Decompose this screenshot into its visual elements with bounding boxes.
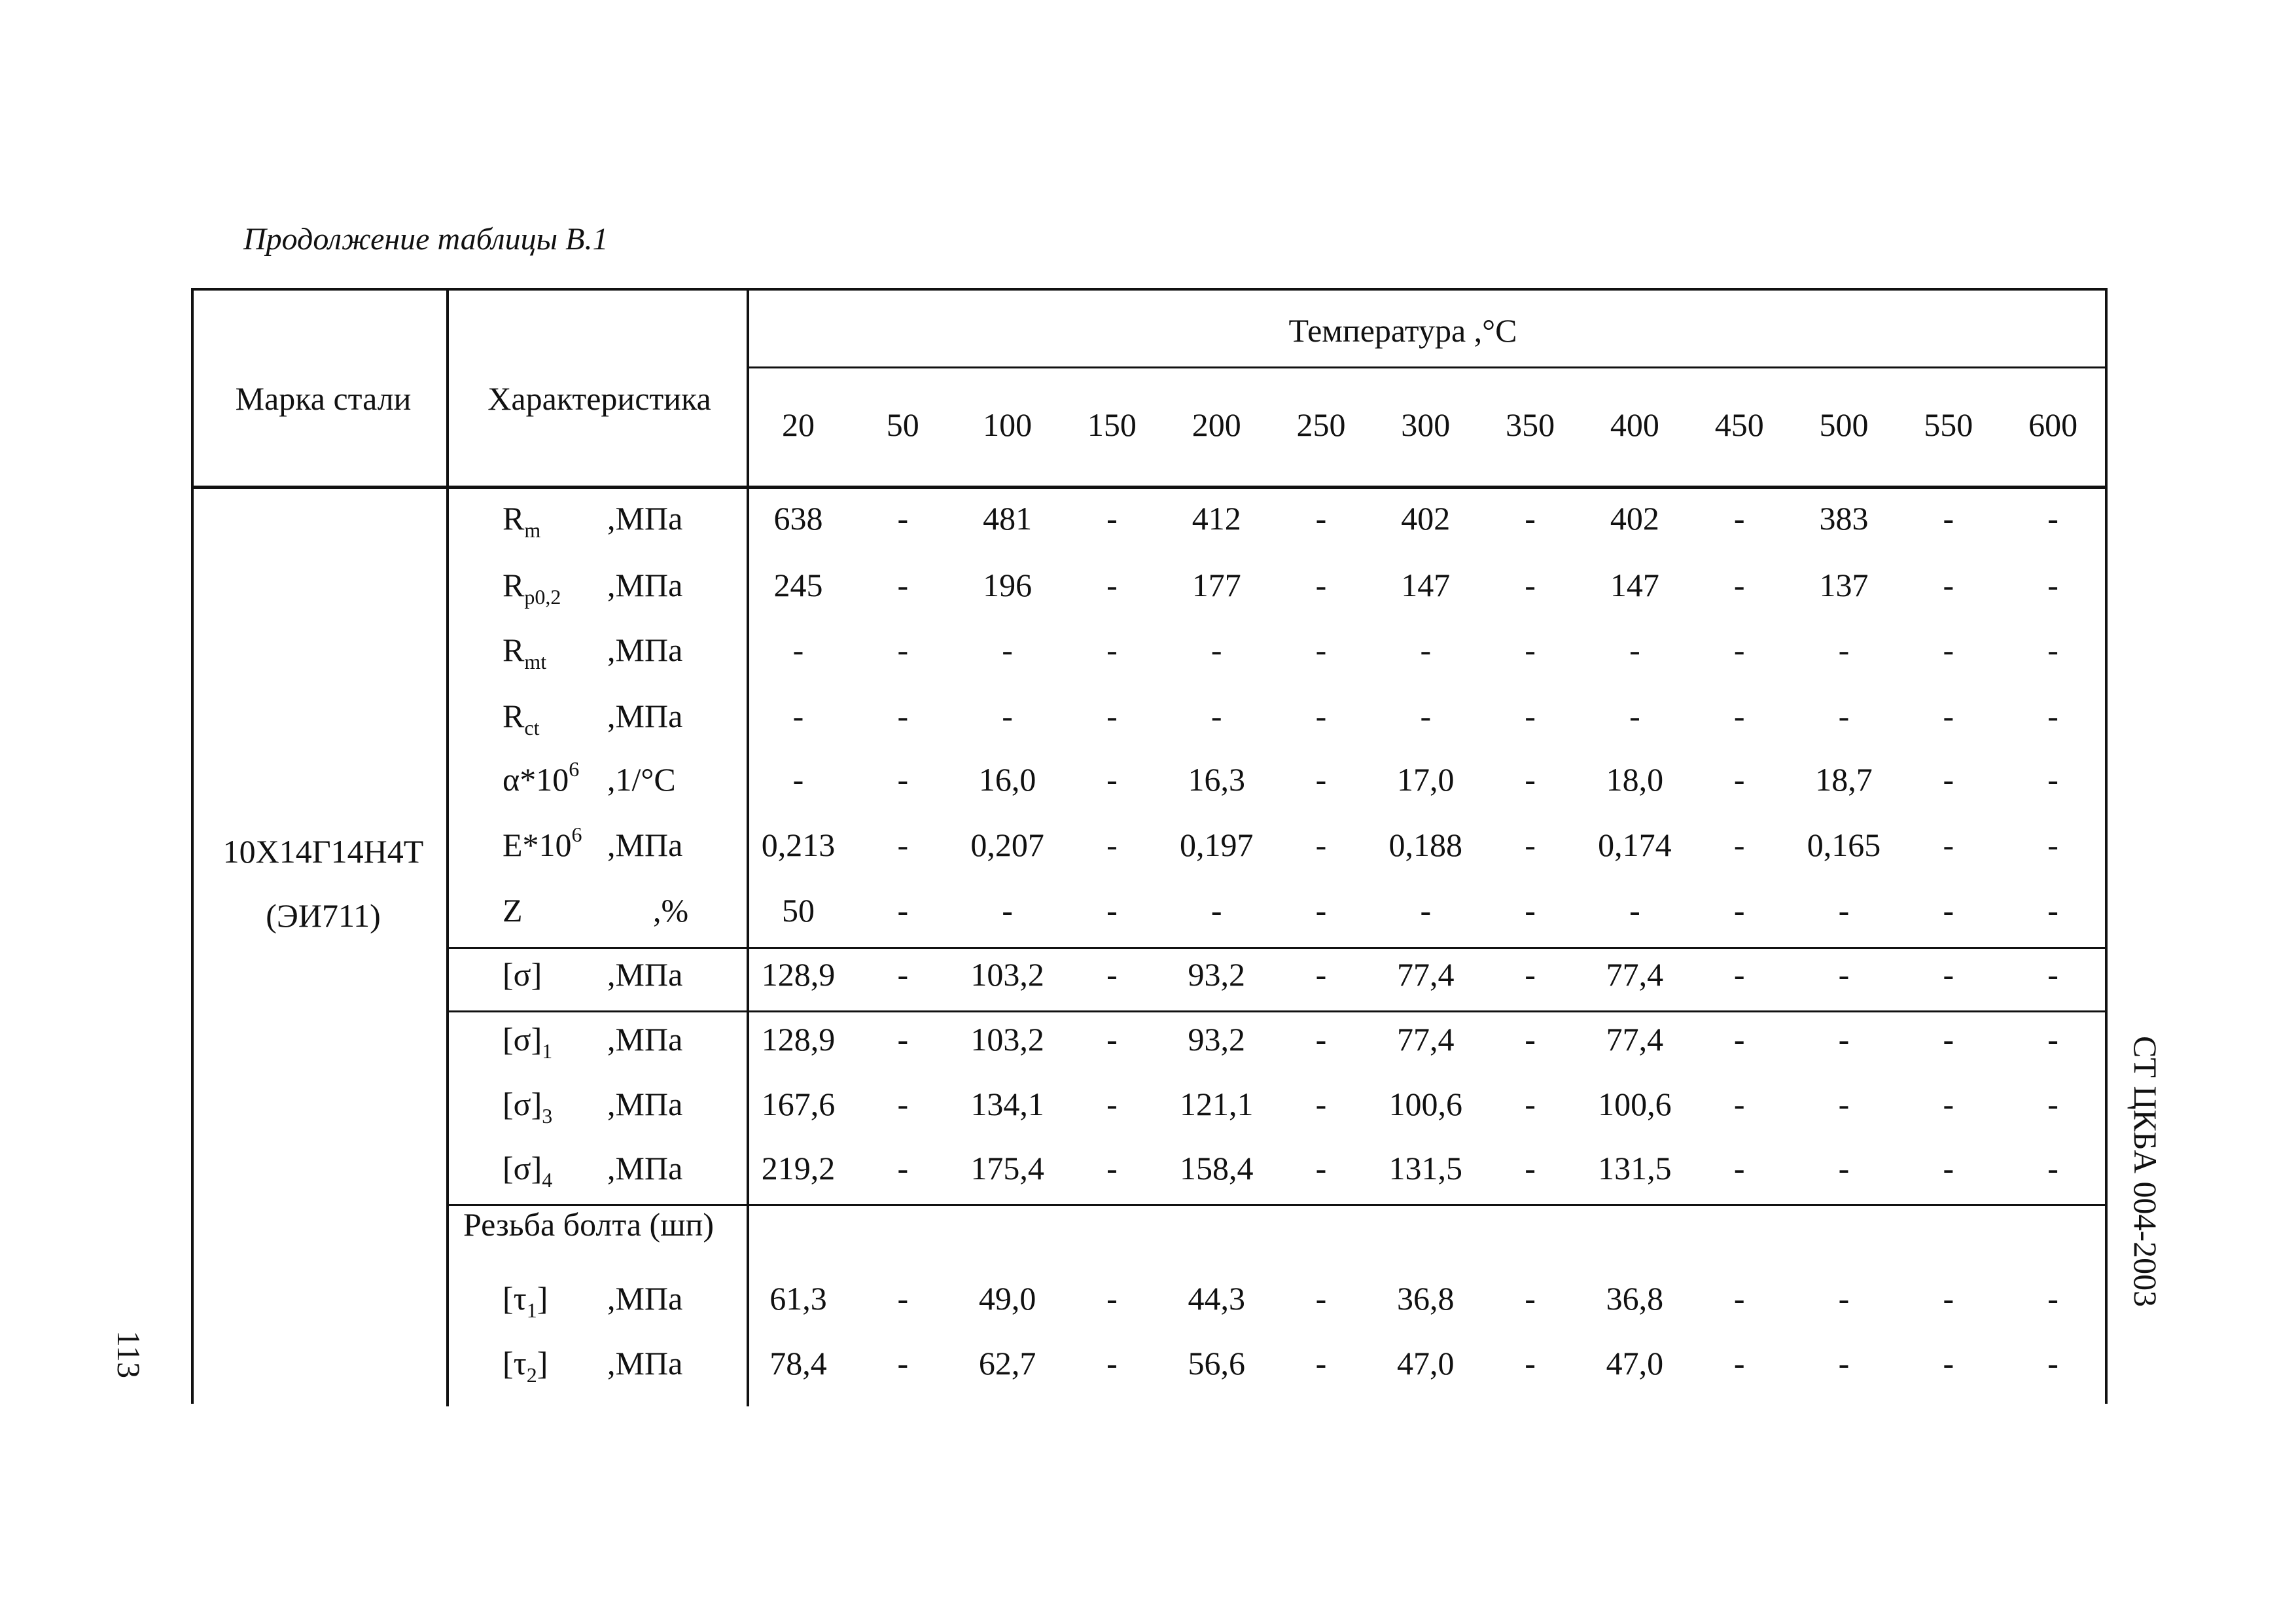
table-cell: - bbox=[1106, 1086, 1118, 1122]
table-cell: - bbox=[897, 827, 909, 863]
table-cell: - bbox=[1106, 1150, 1118, 1186]
table-cell: - bbox=[1420, 632, 1432, 668]
header-temperature: Температура ,°С bbox=[1288, 312, 1517, 349]
table-cell: 44,3 bbox=[1188, 1280, 1245, 1317]
table-cell: 158,4 bbox=[1179, 1150, 1254, 1186]
table-cell: 177 bbox=[1192, 567, 1241, 603]
table-cell: 18,7 bbox=[1815, 761, 1873, 798]
table-cell: - bbox=[1315, 698, 1327, 734]
symbol-subscript: 2 bbox=[526, 1363, 537, 1387]
property-symbol: $[\sigma]_3$ bbox=[503, 1086, 553, 1128]
temperature-header: 150 bbox=[1087, 406, 1137, 443]
temperature-header: 300 bbox=[1401, 406, 1451, 443]
table-cell: - bbox=[1106, 892, 1118, 929]
symbol-subscript: 3 bbox=[542, 1104, 553, 1128]
symbol-subscript: ct bbox=[524, 716, 540, 740]
table-cell: - bbox=[2047, 1280, 2058, 1317]
table-cell: 77,4 bbox=[1397, 956, 1455, 993]
document-stamp: СТ ЦКБА 004-2003 bbox=[2127, 1036, 2164, 1308]
property-symbol: $R_{mt}$ bbox=[503, 632, 547, 673]
header-property: Характеристика bbox=[487, 380, 711, 417]
property-unit: ,МПа bbox=[607, 1086, 683, 1122]
table-cell: 137 bbox=[1819, 567, 1869, 603]
table-cell: 77,4 bbox=[1606, 956, 1664, 993]
table-cell: - bbox=[2047, 500, 2058, 537]
table-cell: - bbox=[1733, 500, 1745, 537]
table-cell: - bbox=[1733, 698, 1745, 734]
table-cell: 93,2 bbox=[1188, 956, 1245, 993]
table-cell: - bbox=[1002, 892, 1013, 929]
table-cell: - bbox=[1838, 1021, 1850, 1058]
property-symbol: $[\tau_2]$ bbox=[503, 1345, 548, 1387]
property-symbol: $R_m$ bbox=[503, 500, 541, 542]
table-cell: 61,3 bbox=[769, 1280, 827, 1317]
table-cell: - bbox=[1838, 632, 1850, 668]
table-cell: - bbox=[2047, 827, 2058, 863]
property-unit: ,МПа bbox=[607, 698, 683, 734]
table-cell: - bbox=[1733, 1280, 1745, 1317]
header-grade: Марка стали bbox=[235, 380, 412, 417]
table-cell: - bbox=[1943, 761, 1954, 798]
table-cell: 93,2 bbox=[1188, 1021, 1245, 1058]
table-cell: - bbox=[1315, 1345, 1327, 1382]
table-cell: 103,2 bbox=[970, 1021, 1044, 1058]
table-cell: - bbox=[2047, 1086, 2058, 1122]
table-cell: - bbox=[1943, 1280, 1954, 1317]
temperature-header: 20 bbox=[782, 406, 815, 443]
table-cell: - bbox=[1629, 892, 1640, 929]
table-cell: - bbox=[1210, 892, 1222, 929]
temperature-header: 50 bbox=[886, 406, 919, 443]
row-rule-sigma bbox=[448, 947, 2108, 949]
table-cell: 16,0 bbox=[978, 761, 1036, 798]
property-symbol: $[\sigma]_1$ bbox=[503, 1021, 553, 1063]
table-cell: 36,8 bbox=[1397, 1280, 1455, 1317]
table-cell: - bbox=[1525, 567, 1536, 603]
property-unit: ,МПа bbox=[607, 1345, 683, 1382]
row-rule-allowable bbox=[448, 1010, 2108, 1012]
table-cell: 77,4 bbox=[1397, 1021, 1455, 1058]
table-cell: - bbox=[792, 698, 804, 734]
property-symbol: $[\sigma]_4$ bbox=[503, 1150, 553, 1192]
table-cell: 121,1 bbox=[1179, 1086, 1254, 1122]
table-cell: - bbox=[1106, 761, 1118, 798]
table-cell: - bbox=[1629, 698, 1640, 734]
symbol-subscript: mt bbox=[524, 650, 547, 673]
table-cell: 402 bbox=[1610, 500, 1659, 537]
table-cell: - bbox=[1733, 1021, 1745, 1058]
table-cell: - bbox=[2047, 632, 2058, 668]
table-cell: 18,0 bbox=[1606, 761, 1664, 798]
table-cell: 175,4 bbox=[970, 1150, 1044, 1186]
table-cell: - bbox=[1315, 1086, 1327, 1122]
table-cell: - bbox=[1315, 1021, 1327, 1058]
table-cell: 219,2 bbox=[761, 1150, 836, 1186]
table-cell: - bbox=[1943, 1150, 1954, 1186]
temperature-header: 450 bbox=[1714, 406, 1764, 443]
table-cell: 196 bbox=[983, 567, 1033, 603]
property-unit: ,МПа bbox=[607, 632, 683, 668]
table-cell: - bbox=[1838, 1280, 1850, 1317]
row-rule-bolt bbox=[448, 1204, 2108, 1206]
table-cell: - bbox=[1106, 827, 1118, 863]
table-cell: - bbox=[1733, 827, 1745, 863]
property-unit: ,МПа bbox=[607, 1150, 683, 1186]
symbol-subscript: 1 bbox=[542, 1039, 553, 1063]
table-cell: - bbox=[1525, 761, 1536, 798]
table-cell: - bbox=[2047, 1021, 2058, 1058]
table-cell: - bbox=[897, 500, 909, 537]
table-cell: - bbox=[1525, 1345, 1536, 1382]
property-unit: ,МПа bbox=[607, 956, 683, 993]
table-cell: - bbox=[1106, 956, 1118, 993]
table-cell: - bbox=[1525, 1021, 1536, 1058]
table-cell: - bbox=[1733, 1150, 1745, 1186]
steel-grade-alt: (ЭИ711) bbox=[266, 897, 381, 934]
table-cell: - bbox=[1838, 1086, 1850, 1122]
table-cell: - bbox=[1943, 1345, 1954, 1382]
table-cell: - bbox=[1525, 1086, 1536, 1122]
table-cell: - bbox=[1106, 698, 1118, 734]
table-cell: - bbox=[1525, 892, 1536, 929]
property-symbol: $\alpha*10^6$ bbox=[503, 757, 580, 798]
table-cell: - bbox=[2047, 1150, 2058, 1186]
table-cell: 128,9 bbox=[761, 956, 836, 993]
table-cell: - bbox=[897, 956, 909, 993]
table-cell: - bbox=[897, 698, 909, 734]
table-cell: - bbox=[1106, 1280, 1118, 1317]
table-cell: 0,213 bbox=[761, 827, 836, 863]
property-unit: ,% bbox=[653, 892, 689, 929]
table-cell: - bbox=[1838, 956, 1850, 993]
table-cell: - bbox=[1315, 1150, 1327, 1186]
table-cell: 77,4 bbox=[1606, 1021, 1664, 1058]
table-cell: 0,207 bbox=[970, 827, 1044, 863]
table-cell: - bbox=[1525, 500, 1536, 537]
table-cell: - bbox=[2047, 892, 2058, 929]
symbol-subscript: m bbox=[524, 518, 541, 542]
table-cell: - bbox=[1733, 892, 1745, 929]
temperature-header: 100 bbox=[983, 406, 1033, 443]
table-cell: - bbox=[1838, 1345, 1850, 1382]
table-cell: - bbox=[1106, 1021, 1118, 1058]
temperature-header: 550 bbox=[1924, 406, 1973, 443]
table-caption: Продолжение таблицы В.1 bbox=[243, 222, 609, 257]
table-cell: 402 bbox=[1401, 500, 1451, 537]
table-cell: - bbox=[2047, 567, 2058, 603]
temperature-header: 350 bbox=[1506, 406, 1555, 443]
property-unit: ,МПа bbox=[607, 567, 683, 603]
table-cell: 638 bbox=[773, 500, 823, 537]
table-cell: 78,4 bbox=[769, 1345, 827, 1382]
property-symbol: [σ] bbox=[503, 956, 542, 993]
table-cell: - bbox=[1210, 632, 1222, 668]
table-cell: - bbox=[1106, 500, 1118, 537]
col-divider-grade bbox=[446, 291, 449, 1406]
table-cell: 0,174 bbox=[1598, 827, 1672, 863]
table-cell: - bbox=[1838, 698, 1850, 734]
symbol-subscript: 4 bbox=[542, 1168, 553, 1192]
page-number: 113 bbox=[111, 1330, 147, 1379]
table-cell: - bbox=[1733, 1086, 1745, 1122]
property-unit: ,МПа bbox=[607, 1021, 683, 1058]
table-cell: - bbox=[897, 1280, 909, 1317]
table-cell: - bbox=[1943, 632, 1954, 668]
symbol-superscript: 6 bbox=[569, 757, 580, 781]
section-label: Резьба болта (шп) bbox=[463, 1206, 715, 1243]
table-cell: - bbox=[897, 632, 909, 668]
table-cell: - bbox=[2047, 698, 2058, 734]
table-cell: - bbox=[897, 1150, 909, 1186]
table-cell: 56,6 bbox=[1188, 1345, 1245, 1382]
table-cell: 47,0 bbox=[1397, 1345, 1455, 1382]
table-cell: 100,6 bbox=[1388, 1086, 1463, 1122]
table-cell: - bbox=[1733, 761, 1745, 798]
table-cell: - bbox=[1315, 956, 1327, 993]
table-cell: 131,5 bbox=[1598, 1150, 1672, 1186]
temperature-header: 250 bbox=[1296, 406, 1346, 443]
property-unit: ,МПа bbox=[607, 1280, 683, 1317]
symbol-subscript: p0,2 bbox=[524, 585, 561, 609]
table-cell: - bbox=[1943, 567, 1954, 603]
table-cell: - bbox=[1106, 1345, 1118, 1382]
table-cell: - bbox=[1733, 1345, 1745, 1382]
table-cell: 17,0 bbox=[1397, 761, 1455, 798]
table-cell: 50 bbox=[782, 892, 815, 929]
table-cell: - bbox=[1002, 698, 1013, 734]
table-cell: 0,188 bbox=[1388, 827, 1463, 863]
header-temp-divider bbox=[749, 366, 2108, 368]
table-cell: - bbox=[1733, 567, 1745, 603]
table-cell: - bbox=[1943, 1021, 1954, 1058]
table-cell: - bbox=[1420, 892, 1432, 929]
property-symbol: $[\tau_1]$ bbox=[503, 1280, 548, 1322]
temperature-header: 400 bbox=[1610, 406, 1659, 443]
table-cell: 47,0 bbox=[1606, 1345, 1664, 1382]
table-cell: - bbox=[2047, 956, 2058, 993]
table-cell: 481 bbox=[983, 500, 1033, 537]
table-cell: - bbox=[1525, 1150, 1536, 1186]
table-cell: - bbox=[1420, 698, 1432, 734]
symbol-superscript: 6 bbox=[571, 823, 582, 846]
table-cell: - bbox=[1943, 892, 1954, 929]
table-cell: - bbox=[1315, 500, 1327, 537]
table-cell: - bbox=[1315, 1280, 1327, 1317]
table-cell: - bbox=[897, 761, 909, 798]
table-cell: - bbox=[1733, 956, 1745, 993]
symbol-subscript: 1 bbox=[526, 1298, 537, 1322]
table-cell: - bbox=[1106, 632, 1118, 668]
table-cell: - bbox=[1629, 632, 1640, 668]
table-cell: 103,2 bbox=[970, 956, 1044, 993]
table-cell: - bbox=[2047, 761, 2058, 798]
table-cell: - bbox=[1002, 632, 1013, 668]
table-cell: 0,197 bbox=[1179, 827, 1254, 863]
table-cell: - bbox=[1106, 567, 1118, 603]
table-cell: - bbox=[1210, 698, 1222, 734]
steel-grade: 10Х14Г14Н4Т bbox=[222, 833, 424, 870]
table-cell: - bbox=[897, 1021, 909, 1058]
table-cell: - bbox=[1525, 827, 1536, 863]
table-cell: 36,8 bbox=[1606, 1280, 1664, 1317]
property-unit: ,1/°С bbox=[607, 761, 676, 798]
table-cell: 49,0 bbox=[978, 1280, 1036, 1317]
table-cell: 412 bbox=[1192, 500, 1241, 537]
header-bottom-rule bbox=[194, 486, 2108, 489]
property-symbol: $R_{ct}$ bbox=[503, 698, 540, 740]
table-cell: - bbox=[897, 1345, 909, 1382]
table-cell: - bbox=[897, 1086, 909, 1122]
table-cell: - bbox=[897, 892, 909, 929]
temperature-header: 600 bbox=[2028, 406, 2078, 443]
table-cell: - bbox=[1838, 892, 1850, 929]
table-cell: 147 bbox=[1401, 567, 1451, 603]
property-symbol: $R_{p0,2}$ bbox=[503, 567, 561, 609]
table-cell: - bbox=[1525, 1280, 1536, 1317]
table-cell: 128,9 bbox=[761, 1021, 836, 1058]
table-cell: 383 bbox=[1819, 500, 1869, 537]
table-cell: 100,6 bbox=[1598, 1086, 1672, 1122]
property-unit: ,МПа bbox=[607, 500, 683, 537]
table-cell: - bbox=[792, 632, 804, 668]
table-cell: - bbox=[897, 567, 909, 603]
table-cell: - bbox=[792, 761, 804, 798]
table-cell: - bbox=[1838, 1150, 1850, 1186]
table-cell: - bbox=[1733, 632, 1745, 668]
table-cell: - bbox=[1943, 500, 1954, 537]
table-cell: - bbox=[1525, 956, 1536, 993]
temperature-header: 500 bbox=[1819, 406, 1869, 443]
table-cell: 245 bbox=[773, 567, 823, 603]
table-cell: - bbox=[1315, 567, 1327, 603]
table-cell: - bbox=[1943, 1086, 1954, 1122]
property-symbol: $E*10^6$ bbox=[503, 823, 582, 863]
table-cell: - bbox=[1315, 827, 1327, 863]
properties-table bbox=[191, 288, 2108, 1404]
table-cell: 134,1 bbox=[970, 1086, 1044, 1122]
table-cell: 0,165 bbox=[1807, 827, 1881, 863]
property-symbol: Z bbox=[503, 892, 523, 929]
table-cell: - bbox=[1943, 698, 1954, 734]
table-cell: 167,6 bbox=[761, 1086, 836, 1122]
property-unit: ,МПа bbox=[607, 827, 683, 863]
table-cell: - bbox=[1315, 632, 1327, 668]
table-cell: 131,5 bbox=[1388, 1150, 1463, 1186]
temperature-header: 200 bbox=[1192, 406, 1241, 443]
table-cell: 62,7 bbox=[978, 1345, 1036, 1382]
table-cell: - bbox=[1943, 827, 1954, 863]
table-cell: 16,3 bbox=[1188, 761, 1245, 798]
table-cell: - bbox=[1315, 892, 1327, 929]
table-cell: - bbox=[1943, 956, 1954, 993]
table-cell: 147 bbox=[1610, 567, 1659, 603]
table-cell: - bbox=[1315, 761, 1327, 798]
table-cell: - bbox=[1525, 632, 1536, 668]
table-cell: - bbox=[2047, 1345, 2058, 1382]
table-cell: - bbox=[1525, 698, 1536, 734]
col-divider-property bbox=[747, 291, 749, 1406]
